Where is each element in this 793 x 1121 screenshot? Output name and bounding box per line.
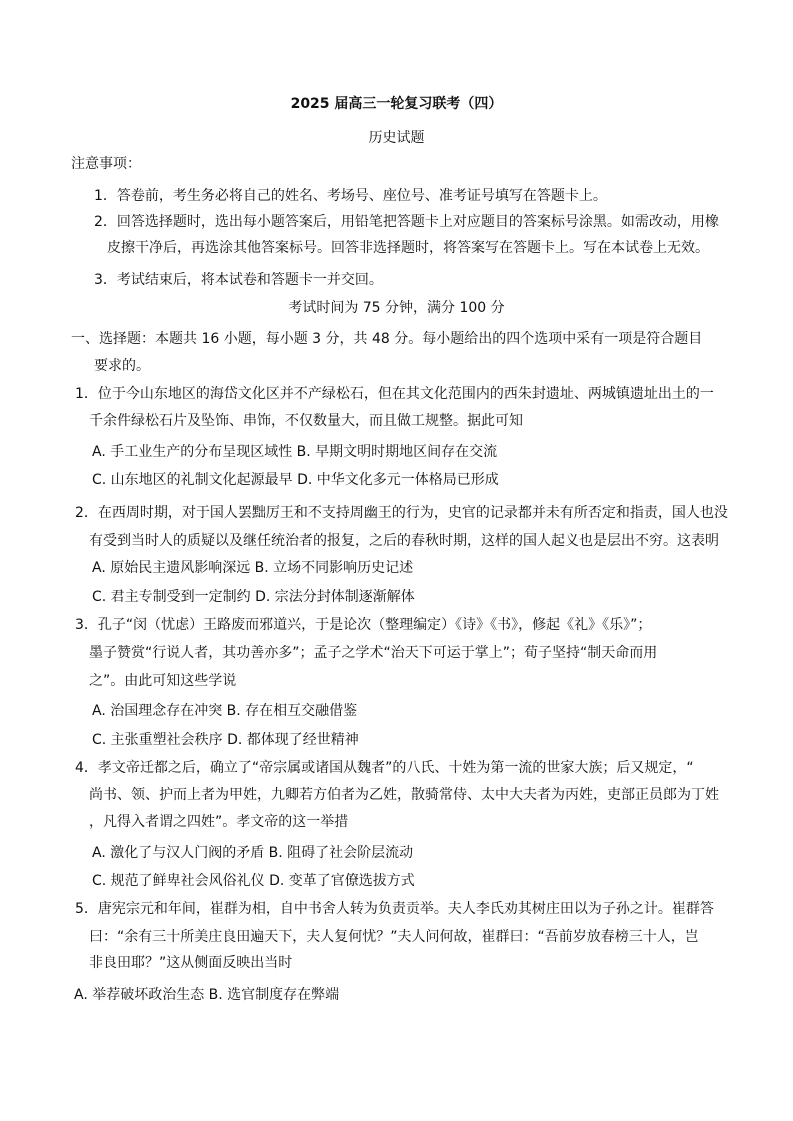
section-intro: 一、选择题：本题共 16 小题，每小题 3 分，共 48 分。每小题给出的四个选项中采有一项是符合题目 <box>71 331 703 347</box>
question-options: A. 举荐破坏政治生态 B. 选官制度存在弊端 <box>74 987 340 1003</box>
question-options: A. 手工业生产的分布呈现区域性 B. 早期文明时期地区间存在交流 <box>92 444 498 460</box>
question-options: C. 规范了鲜卑社会风俗礼仪 D. 变革了官僚选拔方式 <box>92 873 415 889</box>
question-stem: 之”。由此可知这些学说 <box>89 673 237 689</box>
question-options: A. 治国理念存在冲突 B. 存在相互交融借鉴 <box>92 703 358 719</box>
question-options: C. 主张重塑社会秩序 D. 都体现了经世精神 <box>92 732 359 748</box>
exam-time-info: 考试时间为 75 分钟，满分 100 分 <box>288 300 505 316</box>
question-stem: 有受到当时人的质疑以及继任统治者的报复，之后的春秋时期，这样的国人起义也是层出不穷。这表明 <box>89 533 719 549</box>
question-stem: ，凡得入者谓之四姓”。孝文帝的这一举措 <box>89 814 349 830</box>
question-options: A. 激化了与汉人门阀的矛盾 B. 阻碍了社会阶层流动 <box>92 845 414 861</box>
question-stem: 4．孝文帝迁都之后，确立了“帝宗属或诸国从魏者”的八氏、十姓为第一流的世家大族；后又规定，“ <box>75 760 694 776</box>
question-stem: 5．唐宪宗元和年间，崔群为相，自中书舍人转为负责贡举。夫人李氏劝其树庄田以为子孙之计。崔群答 <box>75 901 714 917</box>
question-options: A. 原始民主遗风影响深远 B. 立场不同影响历史记述 <box>92 560 414 576</box>
question-options: C. 君主专制受到一定制约 D. 宗法分封体制逐渐解体 <box>92 589 415 605</box>
notice-heading: 注意事项： <box>71 156 141 172</box>
notice-item: 2．回答选择题时，选出每小题答案后，用铅笔把答题卡上对应题目的答案标号涂黑。如需改动，用橡 <box>94 214 719 230</box>
notice-item-continued: 皮擦干净后，再选涂其他答案标号。回答非选择题时，将答案写在答题卡上。写在本试卷上无效。 <box>107 240 709 256</box>
section-intro-continued: 要求的。 <box>94 358 150 374</box>
notice-item: 3．考试结束后，将本试卷和答题卡一并交回。 <box>94 272 383 288</box>
subject-title: 历史试题 <box>368 130 425 146</box>
question-stem: 1．位于今山东地区的海岱文化区并不产绿松石，但在其文化范围内的西朱封遗址、两城镇遗址出土的一 <box>75 386 714 402</box>
question-stem: 曰：“余有三十所美庄良田遍天下，夫人复何忧？”夫人问何故，崔群曰：“吾前岁放春榜三十人，岂 <box>89 929 699 945</box>
exam-title: 2025 届高三一轮复习联考（四） <box>290 96 503 112</box>
question-stem: 尚书、领、护而上者为甲姓，九卿若方伯者为乙姓，散骑常侍、太中大夫者为丙姓，吏部正员郎为丁姓 <box>89 787 719 803</box>
question-stem: 非良田耶？”这从侧面反映出当时 <box>89 955 293 971</box>
question-stem: 墨子赞赏“行说人者，其功善亦多”；孟子之学术“治天下可运于掌上”；荀子坚持“制天命而用 <box>89 645 658 661</box>
question-stem: 千余件绿松石片及坠饰、串饰，不仅数量大，而且做工规整。据此可知 <box>89 413 523 429</box>
question-stem: 2．在西周时期，对于国人罢黜厉王和不支持周幽王的行为，史官的记录都并未有所否定和指责，国人也没 <box>75 505 728 521</box>
question-stem: 3．孔子“闵（忧虑）王路废而邪道兴，于是论次（整理编定）《诗》《书》，修起《礼》《乐》”； <box>75 617 652 633</box>
notice-item: 1．答卷前，考生务必将自己的姓名、考场号、座位号、准考证号填写在答题卡上。 <box>94 188 607 204</box>
question-options: C. 山东地区的礼制文化起源最早 D. 中华文化多元一体格局已形成 <box>92 472 499 488</box>
